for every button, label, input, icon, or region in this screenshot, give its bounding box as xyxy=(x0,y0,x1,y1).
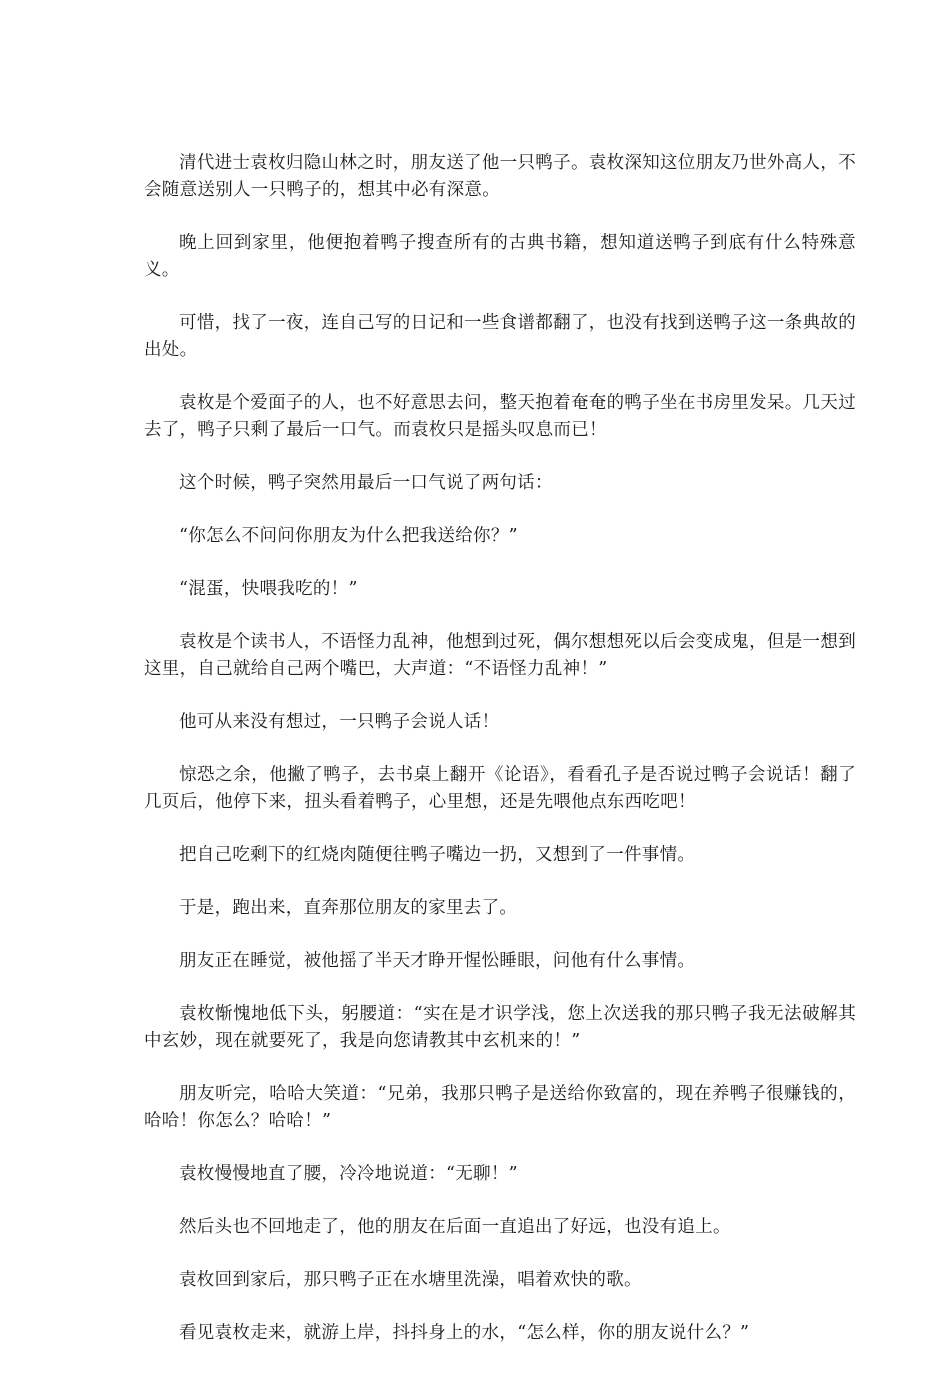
paragraph: 袁枚慢慢地直了腰，冷冷地说道：“无聊！” xyxy=(179,1164,518,1184)
paragraph: “混蛋，快喂我吃的！” xyxy=(179,579,358,599)
document-body xyxy=(144,150,856,1373)
paragraph: 看见袁枚走来，就游上岸，抖抖身上的水，“怎么样，你的朋友说什么？” xyxy=(179,1323,750,1343)
paragraph: 惊恐之余，他撇了鸭子，去书桌上翻开《论语》，看看孔子是否说过鸭子会说话！翻了几页后，他停下来，扭头看着鸭子，心里想，还是先喂他点东西吃吧！ xyxy=(144,765,856,812)
paragraph: 袁枚是个读书人，不语怪力乱神，他想到过死，偶尔想想死以后会变成鬼，但是一想到这里，自己就给自己两个嘴巴，大声道：“不语怪力乱神！” xyxy=(144,632,856,679)
paragraph: 朋友听完，哈哈大笑道：“兄弟，我那只鸭子是送给你致富的，现在养鸭子很赚钱的，哈哈！你怎么？哈哈！” xyxy=(144,1084,856,1131)
paragraph: 这个时候，鸭子突然用最后一口气说了两句话： xyxy=(179,473,553,493)
paragraph: 他可从来没有想过，一只鸭子会说人话！ xyxy=(179,712,500,732)
paragraph: 晚上回到家里，他便抱着鸭子搜查所有的古典书籍，想知道送鸭子到底有什么特殊意义。 xyxy=(144,233,856,280)
paragraph: 袁枚回到家后，那只鸭子正在水塘里洗澡，唱着欢快的歌。 xyxy=(179,1270,642,1290)
paragraph: 清代进士袁枚归隐山林之时，朋友送了他一只鸭子。袁枚深知这位朋友乃世外高人，不会随意送别人一只鸭子的，想其中必有深意。 xyxy=(144,153,856,200)
paragraph: 朋友正在睡觉，被他摇了半天才睁开惺忪睡眼，问他有什么事情。 xyxy=(179,951,696,971)
paragraph: 可惜，找了一夜，连自己写的日记和一些食谱都翻了，也没有找到送鸭子这一条典故的出处。 xyxy=(144,313,856,360)
paragraph: 袁枚是个爱面子的人，也不好意思去问，整天抱着奄奄的鸭子坐在书房里发呆。几天过去了，鸭子只剩了最后一口气。而袁枚只是摇头叹息而已！ xyxy=(144,393,856,440)
paragraph: 袁枚惭愧地低下头，躬腰道：“实在是才识学浅，您上次送我的那只鸭子我无法破解其中玄妙，现在就要死了，我是向您请教其中玄机来的！” xyxy=(144,1004,856,1051)
paragraph: 于是，跑出来，直奔那位朋友的家里去了。 xyxy=(179,898,518,918)
paragraph: 把自己吃剩下的红烧肉随便往鸭子嘴边一扔，又想到了一件事情。 xyxy=(179,845,696,865)
paragraph: “你怎么不问问你朋友为什么把我送给你？” xyxy=(179,526,518,546)
paragraph: 然后头也不回地走了，他的朋友在后面一直追出了好远，也没有追上。 xyxy=(179,1217,731,1237)
